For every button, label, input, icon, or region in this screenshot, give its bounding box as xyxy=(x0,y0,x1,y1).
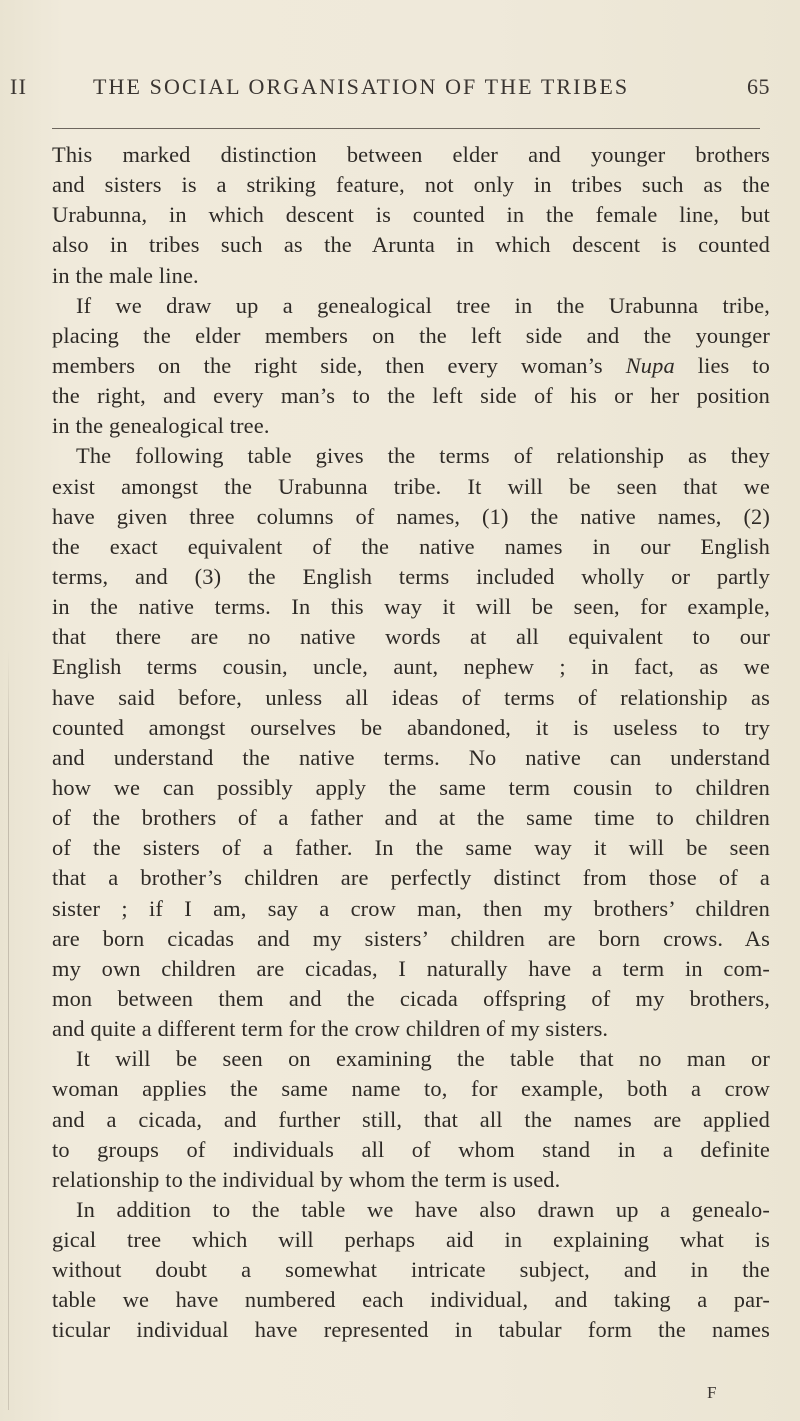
text-line: of the sisters of a father. In the same way it will be seen xyxy=(52,835,770,861)
text-line: woman applies the same name to, for example, both a crow xyxy=(52,1076,770,1102)
nupa-term: Nupa xyxy=(625,352,675,378)
text-line: and a cicada, and further still, that all the names are applied xyxy=(52,1106,770,1132)
text-line: are born cicadas and my sisters’ children are born crows. As xyxy=(52,925,770,951)
text-line: gical tree which will perhaps aid in explaining what is xyxy=(52,1227,770,1253)
text-line: that there are no native words at all equivalent to our xyxy=(52,624,770,650)
text-line: in the male line. xyxy=(52,262,199,288)
header-rule xyxy=(52,128,760,129)
text-line: to groups of individuals all of whom stand in a definite xyxy=(52,1136,770,1162)
text-line: It will be seen on examining the table that no man or xyxy=(76,1046,770,1072)
text-line: also in tribes such as the Arunta in which descent is counted xyxy=(52,232,770,258)
text-line: If we draw up a genealogical tree in the Urabunna tribe, xyxy=(76,292,770,318)
text-segment: lies to xyxy=(674,352,770,378)
text-line: exist amongst the Urabunna tribe. It will be seen that we xyxy=(52,473,770,499)
text-line: table we have numbered each individual, and taking a par- xyxy=(52,1287,770,1313)
text-line: ticular individual have represented in tabular form the names xyxy=(52,1317,770,1343)
text-line: and quite a different term for the crow children of my sisters. xyxy=(52,1016,609,1042)
text-line: This marked distinction between elder and younger brothers xyxy=(52,142,770,167)
text-line: In addition to the table we have also drawn up a genealo- xyxy=(76,1196,770,1222)
signature-mark: F xyxy=(707,1383,717,1402)
text-line: the exact equivalent of the native names in our English xyxy=(52,533,770,559)
text-line: and sisters is a striking feature, not only in tribes such as the xyxy=(52,172,770,198)
text-line: Urabunna, in which descent is counted in the female line, but xyxy=(52,202,770,228)
text-line: terms, and (3) the English terms included wholly or partly xyxy=(52,563,770,589)
text-line: that a brother’s children are perfectly distinct from those of a xyxy=(52,865,770,891)
text-line: and understand the native terms. No native can understand xyxy=(52,744,770,770)
text-line: in the native terms. In this way it will be seen, for example, xyxy=(52,594,770,620)
text-line: of the brothers of a father and at the same time to children xyxy=(52,805,770,831)
text-line: mon between them and the cicada offspring of my brothers, xyxy=(52,985,770,1011)
body-text xyxy=(52,140,770,1346)
page-number: 65 xyxy=(747,74,770,99)
text-line: counted amongst ourselves be abandoned, it is useless to try xyxy=(52,714,770,740)
text-line: have given three columns of names, (1) the native names, (2) xyxy=(52,503,770,529)
text-line: how we can possibly apply the same term cousin to children xyxy=(52,774,770,800)
text-line: have said before, unless all ideas of terms of relationship as xyxy=(52,684,770,710)
text-line: in the genealogical tree. xyxy=(52,413,270,439)
chapter-number: II xyxy=(10,74,28,99)
text-line: my own children are cicadas, I naturally have a term in com- xyxy=(52,955,770,981)
text-line: placing the elder members on the left side and the younger xyxy=(52,322,770,348)
text-line: without doubt a somewhat intricate subject, and in the xyxy=(52,1257,770,1283)
text-line: the right, and every man’s to the left side of his or her position xyxy=(52,383,770,409)
text-line: The following table gives the terms of relationship as they xyxy=(76,443,770,469)
running-header xyxy=(10,74,770,110)
text-line: English terms cousin, uncle, aunt, nephew ; in fact, as we xyxy=(52,654,770,680)
gutter-shadow xyxy=(8,650,9,1410)
text-segment: members on the right side, then every woman’s xyxy=(52,352,626,378)
text-line-nupa xyxy=(52,351,770,381)
running-title: THE SOCIAL ORGANISATION OF THE TRIBES xyxy=(93,74,630,99)
text-line: sister ; if I am, say a crow man, then my brothers’ children xyxy=(52,895,770,921)
text-line: relationship to the individual by whom the term is used. xyxy=(52,1166,561,1192)
